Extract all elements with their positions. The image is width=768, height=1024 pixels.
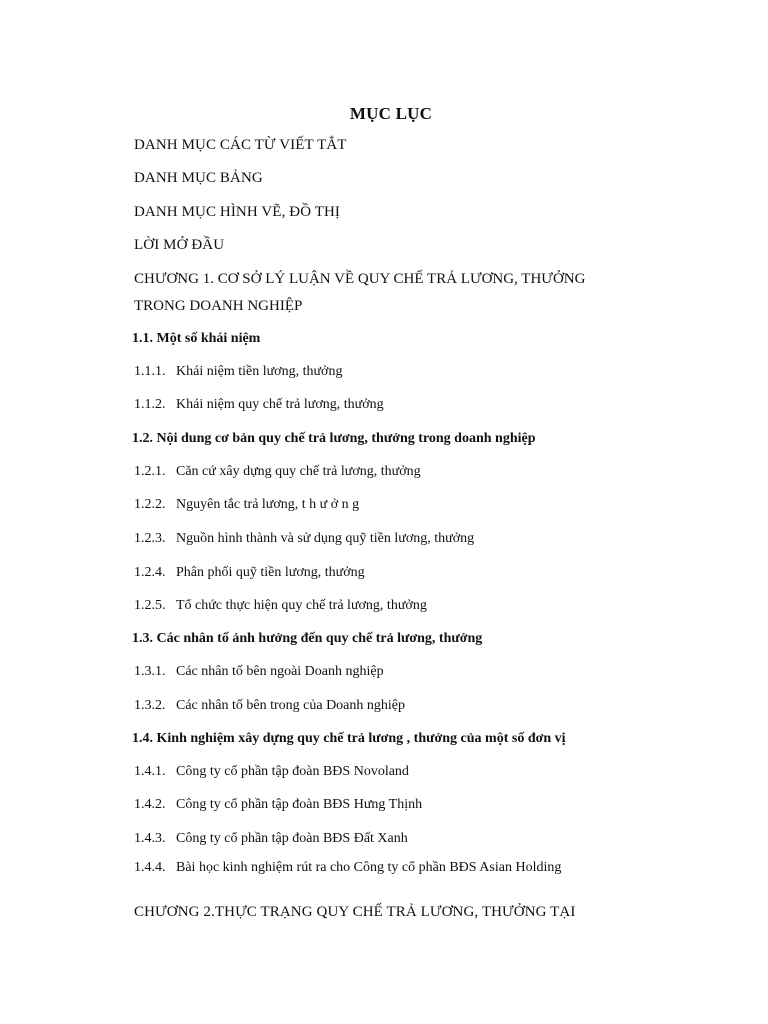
toc-item-number: 1.2.4. xyxy=(134,565,166,580)
toc-item-text: Các nhân tố bên trong của Doanh nghiệp xyxy=(176,698,405,713)
toc-item xyxy=(134,664,384,680)
toc-item xyxy=(134,531,474,547)
toc-item-text: Khái niệm tiền lương, thưởng xyxy=(176,364,343,379)
toc-chapter-1-line-1: CHƯƠNG 1. CƠ SỞ LÝ LUẬN VỀ QUY CHẾ TRẢ LƯƠNG, THƯỞNG xyxy=(134,271,586,287)
toc-item-number: 1.2.2. xyxy=(134,497,166,512)
toc-item-number: 1.4.4. xyxy=(134,860,166,875)
toc-item-text: Phân phối quỹ tiền lương, thưởng xyxy=(176,565,365,580)
toc-item-text: Bài học kinh nghiệm rút ra cho Công ty cổ phần BĐS Asian Holding xyxy=(176,860,562,875)
toc-heading-abbreviations: DANH MỤC CÁC TỪ VIẾT TẮT xyxy=(134,137,347,153)
toc-section-1-4: 1.4. Kinh nghiệm xây dựng quy chế trả lương , thưởng của một số đơn vị xyxy=(132,731,566,746)
toc-item-text: Công ty cổ phần tập đoàn BĐS Hưng Thịnh xyxy=(176,797,423,812)
toc-item xyxy=(134,364,342,380)
toc-item-text: Nguyên tắc trả lương, t h ư ở n g xyxy=(176,497,360,512)
toc-item xyxy=(134,464,421,480)
toc-heading-introduction: LỜI MỞ ĐẦU xyxy=(134,237,225,253)
toc-item-text: Nguồn hình thành và sử dụng quỹ tiền lương, thưởng xyxy=(176,531,475,546)
toc-item-number: 1.1.2. xyxy=(134,397,166,412)
toc-item-text: Các nhân tố bên ngoài Doanh nghiệp xyxy=(176,664,384,679)
toc-item-text: Công ty cổ phần tập đoàn BĐS Novoland xyxy=(176,764,409,779)
toc-item xyxy=(134,764,409,780)
toc-item-number: 1.4.2. xyxy=(134,797,166,812)
toc-title: MỤC LỤC xyxy=(349,104,433,123)
toc-item xyxy=(134,698,405,714)
toc-heading-figures: DANH MỤC HÌNH VẼ, ĐỒ THỊ xyxy=(134,204,341,220)
toc-chapter-2: CHƯƠNG 2.THỰC TRẠNG QUY CHẾ TRẢ LƯƠNG, THƯỞNG TẠI xyxy=(134,904,576,920)
toc-item-number: 1.1.1. xyxy=(134,364,166,379)
toc-section-1-1: 1.1. Một số khái niệm xyxy=(132,331,261,346)
toc-section-1-2: 1.2. Nội dung cơ bản quy chế trả lương, thưởng trong doanh nghiệp xyxy=(132,431,536,446)
toc-item xyxy=(134,860,561,876)
toc-item xyxy=(134,831,408,847)
toc-item-text: Công ty cổ phần tập đoàn BĐS Đất Xanh xyxy=(176,831,408,846)
toc-item xyxy=(134,397,384,413)
toc-item xyxy=(134,797,422,813)
toc-item xyxy=(134,565,365,581)
toc-item-text: Căn cứ xây dựng quy chế trả lương, thưởng xyxy=(176,464,421,479)
toc-item xyxy=(134,497,359,513)
toc-item-number: 1.4.1. xyxy=(134,764,166,779)
toc-item xyxy=(134,598,427,614)
toc-item-number: 1.2.1. xyxy=(134,464,166,479)
toc-chapter-1 xyxy=(134,266,634,320)
toc-item-number: 1.3.1. xyxy=(134,664,166,679)
toc-chapter-1-line-2: TRONG DOANH NGHIỆP xyxy=(134,298,303,314)
toc-item-text: Khái niệm quy chế trả lương, thưởng xyxy=(176,397,384,412)
toc-item-number: 1.2.5. xyxy=(134,598,166,613)
toc-item-text: Tổ chức thực hiện quy chế trả lương, thưởng xyxy=(176,598,427,613)
toc-heading-tables: DANH MỤC BẢNG xyxy=(134,170,263,186)
toc-item-number: 1.3.2. xyxy=(134,698,166,713)
toc-section-1-3: 1.3. Các nhân tố ảnh hưởng đến quy chế trả lương, thưởng xyxy=(132,631,483,646)
toc-item-number: 1.2.3. xyxy=(134,531,166,546)
toc-item-number: 1.4.3. xyxy=(134,831,166,846)
